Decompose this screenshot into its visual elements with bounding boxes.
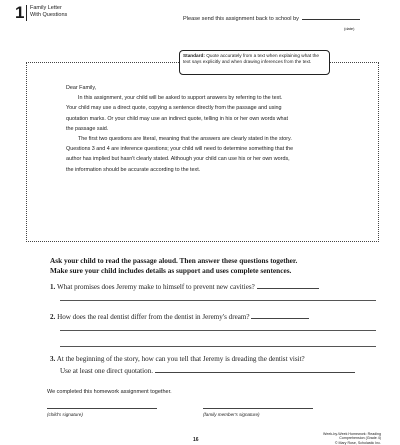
question-number: 3. — [50, 355, 56, 363]
child-signature-label: (child's signature) — [47, 412, 83, 417]
question-text: At the beginning of the story, how can you tell that Jeremy is dreading the dentist visit? — [56, 355, 305, 363]
answer-blank[interactable] — [257, 288, 319, 289]
question-3-continued — [60, 367, 355, 375]
header-divider — [26, 5, 27, 21]
question-text: Use at least one direct quotation. — [60, 367, 153, 375]
title-line-1: Family Letter — [30, 5, 62, 11]
answer-blank[interactable] — [155, 372, 355, 373]
letter-line: The first two questions are literal, meaning that the answers are clearly stated in the story. — [78, 136, 292, 143]
letter-line: Your child may use a direct quote, copying a sentence directly from the passage and using — [66, 105, 282, 112]
question-2 — [50, 313, 309, 321]
answer-line[interactable] — [60, 346, 376, 347]
question-text: How does the real dentist differ from the dentist in Jeremy's dream? — [57, 313, 250, 321]
letter-line: Questions 3 and 4 are inference questions; your child will need to determine something that the — [66, 146, 294, 153]
letter-line: the information should be accurate according to the text. — [66, 166, 201, 173]
standard-text: Quote accurately from a text when explaining what the text says explicitly and when drawing inferences from the text. — [183, 53, 320, 64]
letter-line: quotation marks. Or your child may use an indirect quote, telling in his or her own words what — [66, 115, 289, 122]
answer-line[interactable] — [60, 330, 376, 331]
return-instruction — [183, 16, 360, 22]
question-text: What promises does Jeremy make to himself to prevent new cavities? — [56, 283, 255, 291]
assignment-number: 1 — [15, 3, 25, 22]
completed-statement: We completed this homework assignment together. — [47, 389, 172, 395]
copyright-line-2: © Mary Rose, Scholastic Inc. — [334, 440, 381, 445]
standard-box — [179, 50, 330, 75]
title-line-2: With Questions — [30, 12, 68, 18]
family-signature-line[interactable] — [203, 408, 313, 409]
return-date-blank[interactable] — [302, 19, 360, 20]
copyright-line-1: Week-by-Week Homework: Reading Comprehension (Grade 4) — [323, 432, 381, 441]
copyright — [301, 432, 381, 445]
assignment-title — [30, 5, 67, 19]
answer-line[interactable] — [60, 300, 376, 301]
instructions-line-1: Ask your child to read the passage aloud. Then answer these questions together. — [50, 256, 298, 265]
instructions — [50, 256, 380, 275]
letter-salutation: Dear Family, — [66, 85, 97, 91]
family-signature-label: (family member's signature) — [203, 412, 260, 417]
question-number: 2. — [50, 313, 56, 321]
page-number: 16 — [193, 437, 199, 443]
standard-label: Standard: — [183, 53, 205, 58]
question-number: 1. — [50, 283, 56, 291]
letter-line: the passage said. — [66, 125, 109, 132]
question-1 — [50, 283, 319, 291]
child-signature-line[interactable] — [47, 408, 157, 409]
answer-blank[interactable] — [251, 318, 309, 319]
date-label: (date) — [344, 26, 355, 31]
instructions-line-2: Make sure your child includes details as support and uses complete sentences. — [50, 265, 292, 275]
question-3 — [50, 355, 305, 363]
letter-line: author has implied but hasn't clearly stated. Although your child can use his or her own words, — [66, 156, 290, 163]
return-text: Please send this assignment back to school by — [183, 16, 299, 22]
family-letter — [66, 83, 358, 175]
letter-line: In this assignment, your child will be asked to support answers by referring to the text. — [78, 95, 283, 102]
